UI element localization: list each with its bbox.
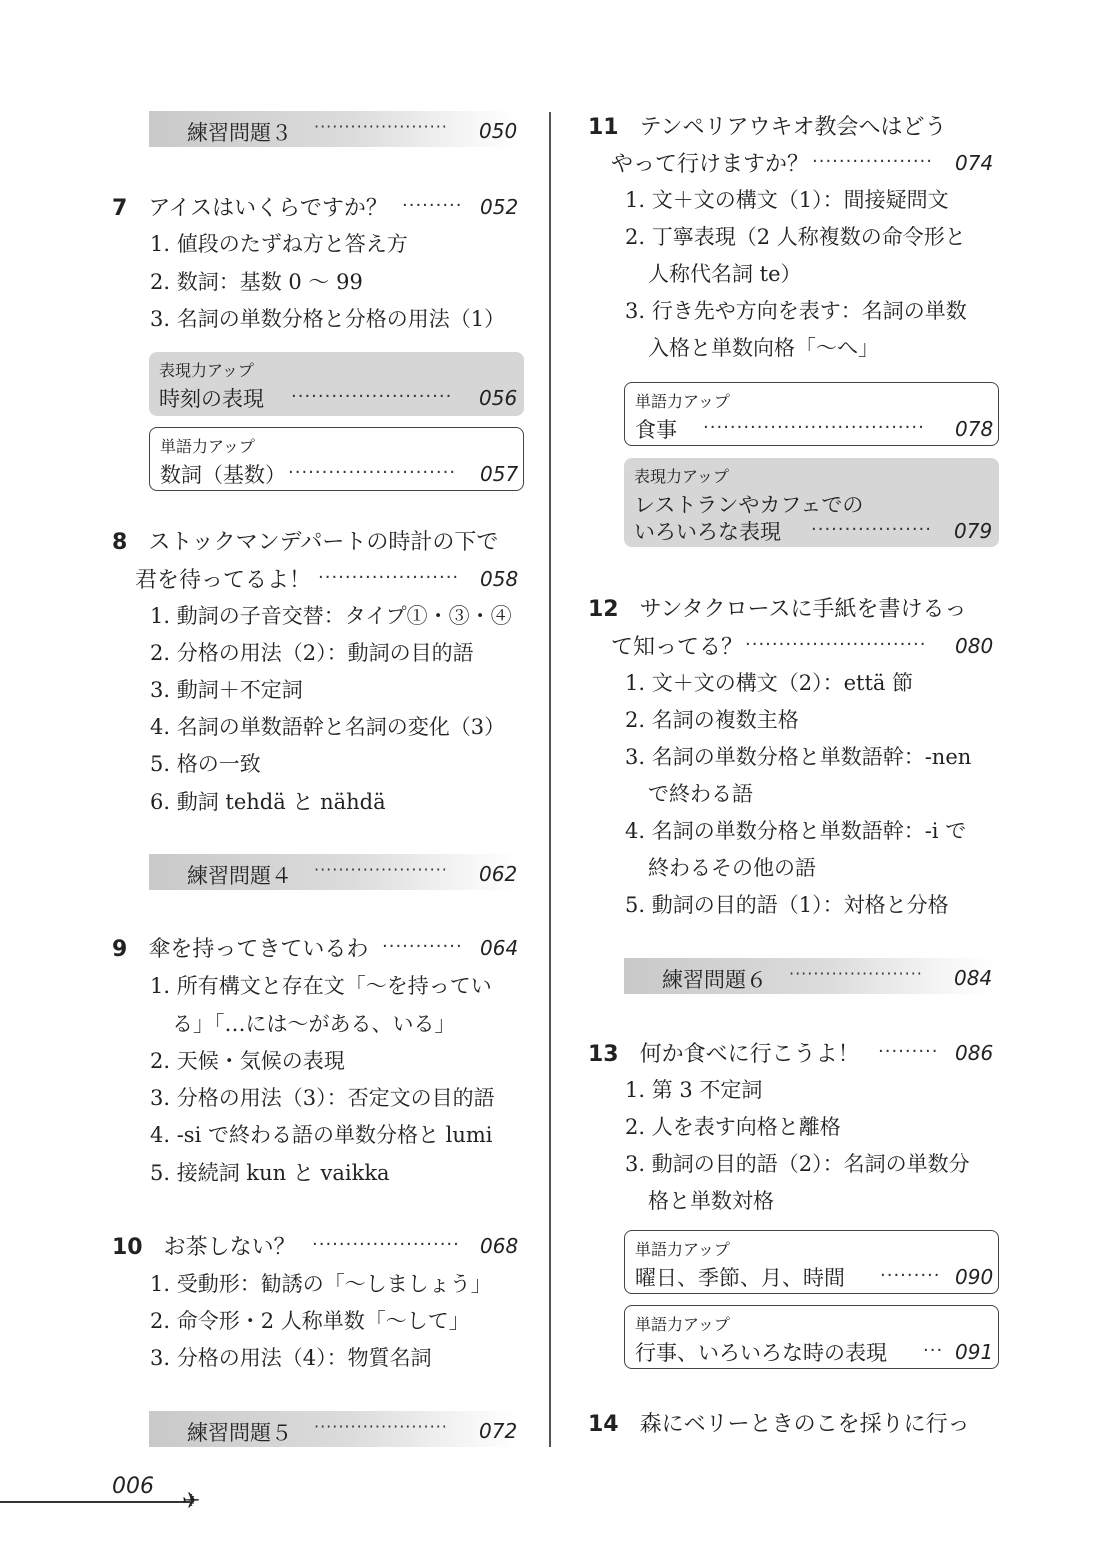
leader-dots: ··················	[812, 151, 933, 172]
subsection: 4. 名詞の単数分格と単数語幹：-i で	[625, 819, 967, 843]
subsection: 5. 動詞の目的語（1）：対格と分格	[625, 893, 949, 917]
subsection: 終わるその他の語	[648, 856, 816, 880]
chapter-number: 14	[588, 1412, 619, 1437]
subsection: 1. 文＋文の構文（2）：että 節	[625, 671, 914, 695]
subsection: で終わる語	[648, 782, 753, 806]
subsection: 1. 所有構文と存在文「～を持ってい	[150, 974, 492, 998]
page-ref: 068	[480, 1234, 519, 1258]
box-title: 数詞（基数）	[160, 463, 286, 487]
practice-label: 練習問題３	[187, 121, 292, 145]
subsection: 人称代名詞 te）	[648, 262, 802, 286]
box-caption: 表現力アップ	[634, 467, 729, 486]
vocabulary-box[interactable]	[624, 1305, 999, 1369]
box-caption: 単語力アップ	[635, 392, 730, 411]
subsection: 格と単数対格	[648, 1189, 774, 1213]
leader-dots: ···························	[745, 634, 927, 655]
box-caption: 単語力アップ	[635, 1240, 730, 1259]
box-title-line1: レストランやカフェでの	[634, 493, 864, 517]
subsection: 2. 名詞の複数主格	[625, 708, 799, 732]
subsection: 3. 名詞の単数分格と分格の用法（1）	[150, 307, 506, 331]
chapter-number: 10	[112, 1235, 143, 1260]
leader-dots: ·························	[288, 462, 457, 483]
box-title: 行事、いろいろな時の表現	[635, 1341, 887, 1365]
chapter-title: 傘を持ってきているわ	[148, 937, 369, 962]
leader-dots: ·····················	[318, 567, 460, 588]
chapter-9-heading[interactable]	[112, 932, 368, 963]
practice-label: 練習問題６	[662, 968, 767, 992]
chapter-title: 森にベリーときのこを採りに行っ	[639, 1412, 970, 1437]
practice-label: 練習問題５	[187, 1421, 292, 1445]
page-ref: 079	[954, 519, 993, 543]
chapter-number: 7	[112, 196, 128, 221]
subsection: 2. 天候・気候の表現	[150, 1049, 345, 1073]
subsection: 6. 動詞 tehdä と nähdä	[150, 790, 386, 814]
subsection: 2. 命令形・2 人称単数「～して」	[150, 1309, 470, 1333]
chapter-7-heading[interactable]	[112, 191, 388, 222]
subsection: 3. 動詞＋不定詞	[150, 678, 303, 702]
chapter-title: サンタクロースに手紙を書けるっ	[639, 597, 967, 622]
page-ref: 086	[955, 1041, 994, 1065]
subsection: 3. 分格の用法（4）：物質名詞	[150, 1346, 432, 1370]
chapter-title: アイスはいくらですか？	[148, 196, 388, 221]
box-title: 食事	[635, 418, 677, 442]
chapter-title: 何か食べに行こうよ！	[639, 1042, 860, 1067]
chapter-number: 12	[588, 597, 619, 622]
page-ref: 090	[955, 1265, 994, 1289]
column-divider	[549, 112, 551, 1447]
subsection: 3. 名詞の単数分格と単数語幹：-nen	[625, 745, 972, 769]
chapter-8-heading[interactable]	[112, 525, 498, 556]
subsection: 1. 動詞の子音交替：タイプ①・③・④	[150, 604, 512, 628]
box-title-line2: いろいろな表現	[634, 520, 781, 544]
leader-dots: ·································	[703, 417, 925, 438]
subsection: 4. -si で終わる語の単数分格と lumi	[150, 1123, 493, 1147]
expression-box[interactable]	[624, 458, 999, 547]
chapter-number: 9	[112, 937, 128, 962]
chapter-13-heading[interactable]	[588, 1037, 860, 1068]
subsection: 1. 第 3 不定詞	[625, 1078, 763, 1102]
chapter-title-line2: やって行けますか？	[611, 152, 810, 177]
subsection: 5. 接続詞 kun と vaikka	[150, 1161, 390, 1185]
subsection: 1. 値段のたずね方と答え方	[150, 232, 408, 256]
expression-box[interactable]	[149, 352, 524, 416]
chapter-title-line2: 君を待ってるよ！	[135, 568, 312, 593]
box-title: 曜日、季節、月、時間	[635, 1266, 845, 1290]
airplane-icon: ✈	[182, 1489, 201, 1514]
subsection: 1. 受動形：勧誘の「～しましょう」	[150, 1272, 492, 1296]
subsection: 2. 分格の用法（2）：動詞の目的語	[150, 641, 474, 665]
leader-dots: ······················	[314, 860, 448, 879]
leader-dots: ·········	[402, 195, 463, 216]
practice-bar-5[interactable]	[149, 1411, 519, 1447]
subsection: 3. 動詞の目的語（2）：名詞の単数分	[625, 1152, 970, 1176]
chapter-title: ストックマンデパートの時計の下で	[148, 530, 499, 555]
chapter-number: 13	[588, 1042, 619, 1067]
box-caption: 単語力アップ	[160, 437, 255, 456]
subsection: る」「…には～がある、いる」	[172, 1012, 456, 1036]
leader-dots: ························	[291, 386, 453, 407]
leader-dots: ······················	[314, 117, 448, 136]
leader-dots: ············	[382, 936, 463, 957]
page-ref: 064	[480, 936, 519, 960]
chapter-14-heading[interactable]	[588, 1407, 970, 1438]
chapter-title: お茶しない？	[163, 1235, 296, 1260]
chapter-title: テンペリアウキオ教会へはどう	[639, 115, 947, 140]
leader-dots: ······················	[312, 1234, 460, 1255]
page-ref: 050	[479, 119, 518, 143]
page-number: 006	[112, 1474, 154, 1499]
vocabulary-box[interactable]	[149, 427, 524, 491]
footer-rule	[0, 1501, 190, 1503]
leader-dots: ··················	[811, 519, 932, 540]
page-ref: 056	[479, 386, 518, 410]
page-ref: 084	[954, 966, 993, 990]
practice-bar-4[interactable]	[149, 854, 519, 890]
leader-dots: ···	[923, 1340, 944, 1361]
chapter-number: 8	[112, 530, 128, 555]
subsection: 2. 数詞：基数 0 ～ 99	[150, 270, 363, 294]
box-caption: 表現力アップ	[159, 361, 254, 380]
practice-bar-6[interactable]	[624, 958, 994, 994]
page-ref: 080	[955, 634, 994, 658]
subsection: 1. 文＋文の構文（1）：間接疑問文	[625, 188, 949, 212]
page-ref: 072	[479, 1419, 518, 1443]
subsection: 入格と単数向格「～へ」	[648, 336, 879, 360]
chapter-11-heading[interactable]	[588, 110, 947, 141]
vocabulary-box[interactable]	[624, 382, 999, 446]
chapter-title-line2: て知ってる？	[611, 635, 744, 660]
leader-dots: ······················	[789, 964, 923, 983]
chapter-12-heading[interactable]	[588, 592, 967, 623]
box-title: 時刻の表現	[159, 387, 264, 411]
vocabulary-box[interactable]	[624, 1230, 999, 1294]
subsection: 2. 丁寧表現（2 人称複数の命令形と	[625, 225, 966, 249]
box-caption: 単語力アップ	[635, 1315, 730, 1334]
page-ref: 057	[480, 462, 519, 486]
chapter-number: 11	[588, 115, 619, 140]
page-ref: 058	[480, 567, 519, 591]
subsection: 3. 分格の用法（3）：否定文の目的語	[150, 1086, 495, 1110]
subsection: 2. 人を表す向格と離格	[625, 1115, 841, 1139]
chapter-10-heading[interactable]	[112, 1230, 296, 1261]
page-ref: 091	[955, 1340, 994, 1364]
subsection: 5. 格の一致	[150, 752, 261, 776]
leader-dots: ·········	[880, 1265, 941, 1286]
page-ref: 052	[480, 195, 519, 219]
page-ref: 078	[955, 417, 994, 441]
practice-label: 練習問題４	[187, 864, 292, 888]
page-ref: 062	[479, 862, 518, 886]
leader-dots: ······················	[314, 1417, 448, 1436]
subsection: 3. 行き先や方向を表す：名詞の単数	[625, 299, 967, 323]
page-ref: 074	[955, 151, 994, 175]
subsection: 4. 名詞の単数語幹と名詞の変化（3）	[150, 715, 506, 739]
practice-bar-3[interactable]	[149, 111, 519, 147]
leader-dots: ·········	[878, 1041, 939, 1062]
